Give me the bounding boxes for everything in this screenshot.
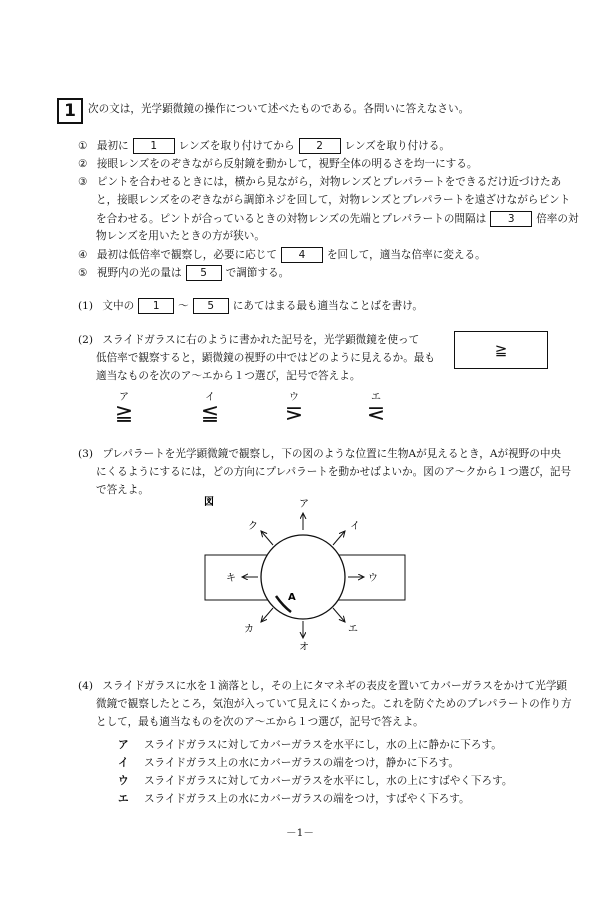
question-number: (4): [78, 680, 94, 692]
question-number-box: 1: [57, 98, 83, 124]
blank-box-5: 5: [186, 265, 222, 281]
question-4-line-2: 微鏡で観察したところ，気泡が入っていて見えにくかった。これを防ぐためのプレパラートの作り方: [96, 698, 572, 710]
dir-label-upright: イ: [350, 521, 360, 532]
step-text: 倍率の対: [536, 213, 579, 225]
step-text: レンズを取り付ける。: [344, 140, 450, 152]
dir-label-right: ウ: [368, 573, 378, 584]
step-text: で調節する。: [225, 267, 290, 279]
question-3-line-3: で答えよ。: [96, 484, 149, 496]
option-b: [118, 756, 459, 770]
option-label: イ: [118, 757, 129, 769]
option-a: [118, 738, 502, 752]
question-number: (2): [78, 334, 94, 346]
step-number: ④: [78, 249, 88, 261]
option-label: エ: [118, 793, 129, 805]
step-text: 最初に: [96, 140, 129, 152]
blank-box-1: 1: [133, 138, 175, 154]
arrow-downleft: [261, 608, 273, 622]
organism-label: A: [288, 592, 296, 603]
blank-box-2: 2: [299, 138, 341, 154]
step-text: 最初は低倍率で観察し，必要に応じて: [96, 249, 277, 261]
choice-symbol: ⋝: [284, 401, 304, 426]
choice-label: イ: [205, 392, 215, 403]
step-text: 接眼レンズをのぞきながら反射鏡を動かして，視野全体の明るさを均一にする。: [96, 158, 478, 170]
step-text: 視野内の光の量は: [96, 267, 182, 279]
dir-label-downleft: カ: [244, 624, 254, 635]
arrow-upright: [333, 531, 345, 545]
blank-box-1-ref: 1: [138, 298, 174, 314]
page-number: －1－: [286, 827, 314, 839]
step-number: ①: [78, 140, 88, 152]
step-text: を回して，適当な倍率に変える。: [326, 249, 486, 261]
step-number: ⑤: [78, 267, 88, 279]
step-3-line-2: と，接眼レンズをのぞきながら調節ネジを回して，対物レンズとプレパラートを遠ざけながらピント: [96, 194, 571, 206]
choice-label: ア: [119, 392, 129, 403]
arrow-upleft: [261, 531, 273, 545]
step-text: レンズを取り付けてから: [178, 140, 295, 152]
blank-box-3: 3: [490, 211, 532, 227]
option-c: [118, 774, 512, 788]
choice-symbol: ⋜: [366, 401, 386, 426]
figure-title: 図: [204, 497, 214, 508]
step-3-line-4: 物レンズを用いたときの方が狭い。: [96, 230, 265, 242]
choice-label: ウ: [289, 392, 299, 403]
option-label: ウ: [118, 775, 129, 787]
dir-label-upleft: ク: [248, 521, 258, 532]
step-number: ③: [78, 176, 88, 188]
option-label: ア: [118, 739, 129, 751]
blank-box-4: 4: [281, 247, 323, 263]
option-text: スライドガラスに対してカバーガラスを水平にし，水の上に静かに下ろす。: [143, 739, 502, 751]
question-text: にあてはまる最も適当なことばを書け。: [232, 300, 424, 312]
option-text: スライドガラス上の水にカバーガラスの端をつけ，すばやく下ろす。: [143, 793, 470, 805]
choice-symbol: ≦: [200, 401, 220, 426]
option-text: スライドガラス上の水にカバーガラスの端をつけ，静かに下ろす。: [143, 757, 460, 769]
question-2-line-3: 適当なものを次のア～エから１つ選び，記号で答えよ。: [96, 370, 361, 382]
question-intro: 次の文は，光学顕微鏡の操作について述べたものである。各問いに答えなさい。: [88, 103, 470, 115]
dir-label-down: オ: [299, 642, 309, 653]
dir-label-up: ア: [299, 499, 309, 510]
step-text: を合わせる。ピントが合っているときの対物レンズの先端とプレパラートの間隔は: [96, 213, 487, 225]
dir-label-left: キ: [226, 573, 236, 584]
field-circle: [261, 535, 345, 619]
question-3-line-2: にくるようにするには，どの方向にプレパラートを動かせばよいか。図のア～クから１つ選び，記号: [96, 466, 572, 478]
question-text: 文中の: [102, 300, 135, 312]
slide-symbol: ≧: [494, 341, 508, 359]
question-number: (1): [78, 300, 94, 312]
option-d: [118, 792, 470, 806]
step-text: ピントを合わせるときには，横から見ながら，対物レンズとプレパラートをできるだけ近づけたあ: [96, 176, 562, 188]
arrow-downright: [333, 608, 345, 622]
question-4-line-1: [78, 679, 567, 693]
question-4-line-3: として，最も適当なものを次のア～エから１つ選び，記号で答えよ。: [96, 716, 424, 728]
question-text: スライドガラスに右のように書かれた記号を，光学顕微鏡を使って: [102, 334, 420, 346]
option-text: スライドガラスに対してカバーガラスを水平にし，水の上にすばやく下ろす。: [143, 775, 513, 787]
tilde: ～: [178, 300, 189, 312]
blank-box-5-ref: 5: [193, 298, 229, 314]
choice-symbol: ≧: [114, 401, 134, 426]
question-text: プレパラートを光学顕微鏡で観察し，下の図のような位置に生物Aが見えるとき，Aが視野の中央: [102, 448, 562, 460]
question-text: スライドガラスに水を１滴落とし，その上にタマネギの表皮を置いてカバーガラスをかけて光学顕: [102, 680, 568, 692]
choice-label: エ: [371, 392, 381, 403]
step-number: ②: [78, 158, 88, 170]
dir-label-downright: エ: [348, 624, 358, 635]
question-2-line-2: 低倍率で観察すると，顕微鏡の視野の中ではどのように見えるか。最も: [96, 352, 435, 364]
question-number: (3): [78, 448, 94, 460]
